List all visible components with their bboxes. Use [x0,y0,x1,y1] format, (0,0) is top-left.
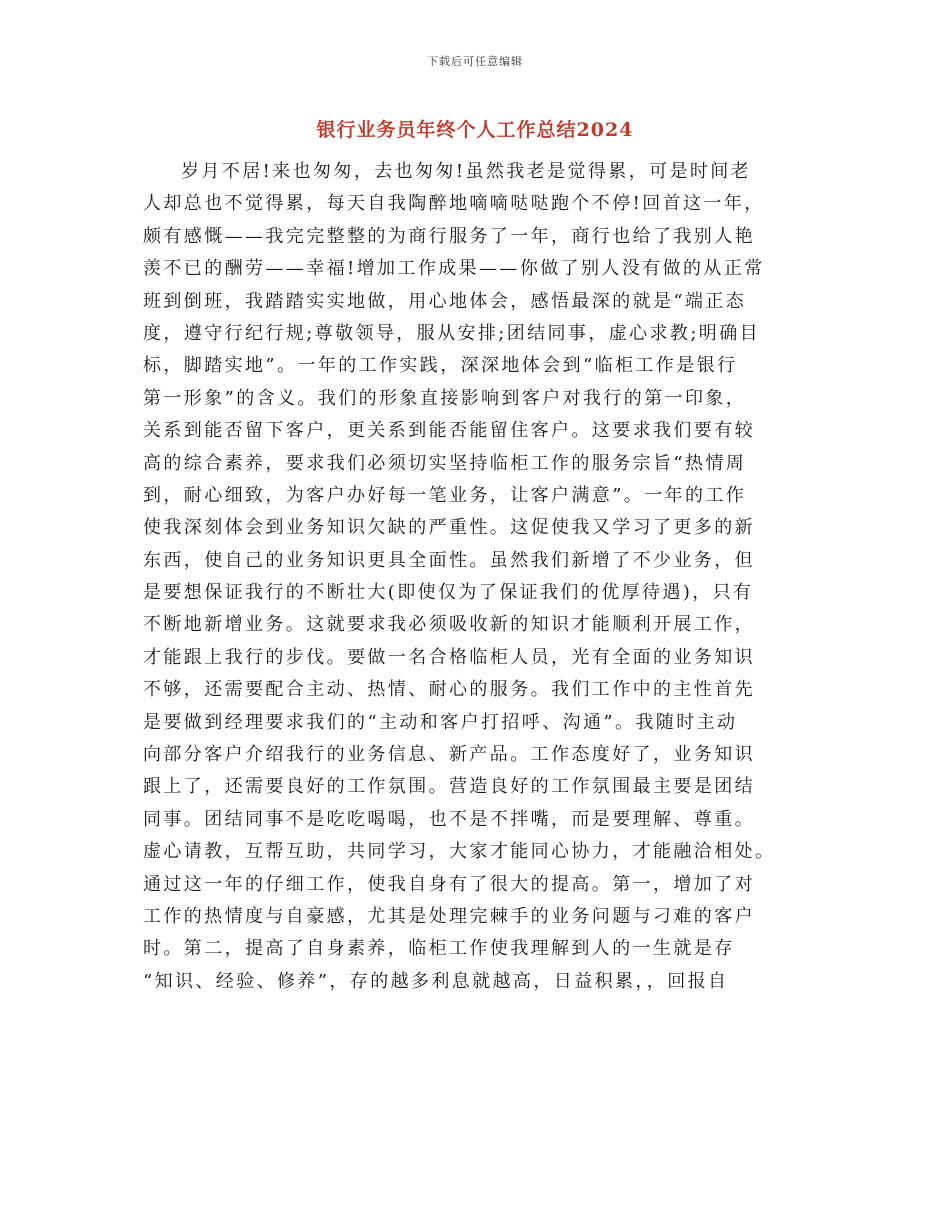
body-line: 向部分客户介绍我行的业务信息、新产品。工作态度好了，业务知识 [143,744,755,766]
body-line: 才能跟上我行的步伐。要做一名合格临柜人员，光有全面的业务知识 [143,646,755,668]
body-line: 关系到能否留下客户，更关系到能否能留住客户。这要求我们要有较 [143,420,755,442]
body-line: 虚心请教，互帮互助，共同学习，大家才能同心协力，才能融洽相处。 [143,841,776,863]
body-line: 通过这一年的仔细工作，使我自身有了很大的提高。第一，增加了对 [143,873,755,895]
page-header-note: 下载后可任意编辑 [427,55,523,68]
body-line: 不断地新增业务。这就要求我必须吸收新的知识才能顺利开展工作， [143,614,755,636]
document-body [143,156,823,998]
body-line: 第一形象”的含义。我们的形象直接影响到客户对我行的第一印象， [143,387,747,409]
body-line: 到，耐心细致，为客户办好每一笔业务，让客户满意”。一年的工作 [143,484,747,506]
body-line: 工作的热情度与自豪感，尤其是处理完棘手的业务问题与刁难的客户 [143,905,755,927]
body-line: 东西，使自己的业务知识更具全面性。虽然我们新增了不少业务，但 [143,549,755,571]
document-title: 银行业务员年终个人工作总结2024 [316,119,634,141]
body-line: 是要想保证我行的不断壮大(即使仅为了保证我们的优厚待遇)，只有 [143,582,754,604]
body-line: 高的综合素养，要求我们必须切实坚持临柜工作的服务宗旨“热情周 [143,452,747,474]
body-line: 时。第二，提高了自身素养，临柜工作使我理解到人的一生就是存 [143,938,735,960]
body-line: 同事。团结同事不是吃吃喝喝，也不是不拌嘴，而是要理解、尊重。 [143,808,755,830]
body-line: 班到倒班，我踏踏实实地做，用心地体会，感悟最深的就是“端正态 [143,290,747,312]
body-line: 岁月不居!来也匆匆，去也匆匆!虽然我老是觉得累，可是时间老 [181,161,752,182]
body-line: 标，脚踏实地”。一年的工作实践，深深地体会到“临柜工作是银行 [143,355,738,377]
body-line: 是要做到经理要求我们的“主动和客户打招呼、沟通”。我随时主动 [143,711,738,733]
body-line: 跟上了，还需要良好的工作氛围。营造良好的工作氛围最主要是团结 [143,776,755,798]
body-line: “知识、经验、修养”，存的越多利息就越高，日益积累，，回报自 [143,970,729,992]
body-line: 羡不已的酬劳——幸福!增加工作成果——你做了别人没有做的从正常 [143,258,765,280]
body-line: 人却总也不觉得累，每天自我陶醉地嘀嘀哒哒跑个不停!回首这一年， [143,193,765,215]
body-line: 使我深刻体会到业务知识欠缺的严重性。这促使我又学习了更多的新 [143,517,755,539]
body-line: 不够，还需要配合主动、热情、耐心的服务。我们工作中的主性首先 [143,679,755,701]
body-line: 颇有感慨——我完完整整的为商行服务了一年，商行也给了我别人艳 [143,225,755,247]
body-line: 度，遵守行纪行规;尊敬领导，服从安排;团结同事，虚心求教;明确目 [143,322,760,344]
